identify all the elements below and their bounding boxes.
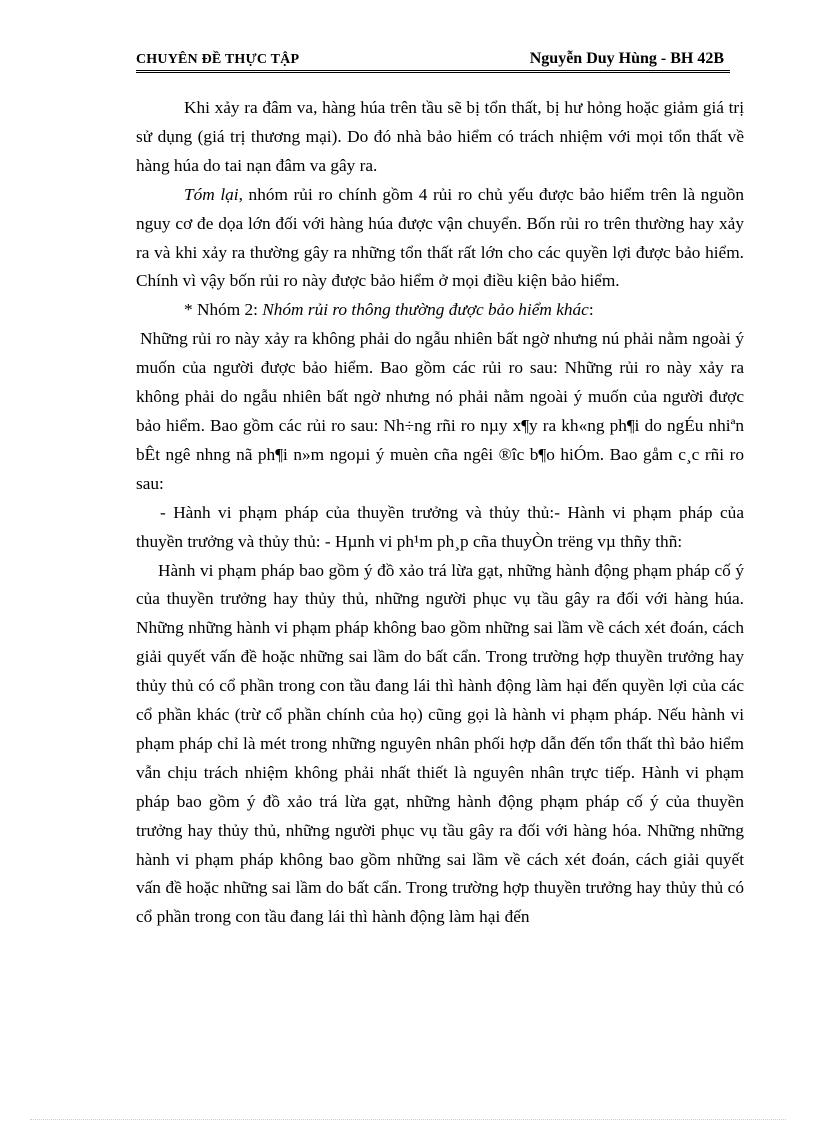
summary-text: , nhóm rủi ro chính gồm 4 rủi ro chủ yếu được bảo hiểm trên là nguồn nguy cơ đe dọa lớn đối với hàng húa được vận chuyển. Bốn rủi ro trên thường hay xảy ra và khi xảy ra thường gây ra những tổn thất rất lớn cho các quyền lợi được bảo hiểm. Chính vì vậy bốn rủi ro này được bảo hiểm ở mọi điều kiện bảo hiểm.	[136, 184, 744, 291]
header-author: Nguyễn Duy Hùng - BH 42B	[529, 50, 724, 67]
paragraph-misconduct-heading: - Hành vi phạm pháp của thuyền trưởng và thủy thủ:- Hành vi phạm pháp của thuyền trưởng và thủy thủ: - Hµnh vi ph¹m ph¸p cña thuyÒn trëng vµ thñy thñ:	[136, 502, 744, 551]
group-2-prefix: * Nhóm 2:	[184, 300, 263, 320]
header-title: CHUYÊN ĐỀ THỰC TẬP	[136, 52, 300, 67]
paragraph-summary	[136, 181, 744, 297]
paragraph-group-2-description: Những rủi ro này xảy ra không phải do ngẫu nhiên bất ngờ nhưng nú phải nằm ngoài ý muốn của người được bảo hiểm. Bao gồm các rủi ro sau: Những rủi ro này xảy ra không phải do ngẫu nhiên bất ngờ nhưng nó phải nằm ngoài ý muốn của người được bảo hiểm. Bao gồm các rủi ro sau: Nh÷ng rñi ro nµy x¶y ra kh«ng ph¶i do ngÉu nhiªn bÊt ngê nhng nã ph¶i n»m ngoµi ý muèn cña ngêi ®îc b¶o hiÓm. Bao gåm c¸c rñi ro sau:	[136, 329, 744, 493]
group-2-colon: :	[588, 300, 594, 320]
group-2-heading	[136, 296, 744, 325]
summary-lead-phrase: Tóm lại	[184, 184, 239, 204]
group-2-title: Nhóm rủi ro thông thường được bảo hiểm khác	[262, 300, 589, 320]
paragraph-misconduct-detail: Hành vi phạm pháp bao gồm ý đồ xảo trá lừa gạt, những hành động phạm pháp cố ý của thuyền trưởng hay thủy thủ, những người phục vụ tầu gây ra đối với hàng húa. Những những hành vi phạm pháp không bao gồm những sai lầm về cách xét đoán, cách giải quyết vấn đề hoặc những sai lầm do bất cẩn. Trong trường hợp thuyền trưởng hay thủy thủ có cổ phần trong con tầu đang lái thì hành động làm hại đến quyền lợi của các cổ phần khác (trừ cổ phần chính của họ) cũng gọi là hành vi phạm pháp. Nếu hành vi phạm pháp chỉ là mét trong những nguyên nhân phối hợp dẫn đến tổn thất thì bảo hiểm vẫn chịu trách nhiệm không phải nhất thiết là nguyên nhân trực tiếp. Hành vi phạm pháp bao gồm ý đồ xảo trá lừa gạt, những hành động phạm pháp cố ý của thuyền trưởng hay thủy thủ, những người phục vụ tầu gây ra đối với hàng hóa. Những những hành vi phạm pháp không bao gồm những sai lầm về cách xét đoán, cách giải quyết vấn đề hoặc những sai lầm do bất cẩn. Trong trường hợp thuyền trưởng hay thủy thủ có cổ phần trong con tầu đang lái thì hành động làm hại đến	[136, 560, 744, 927]
paragraph-collision-loss: Khi xảy ra đâm va, hàng húa trên tầu sẽ bị tổn thất, bị hư hỏng hoặc giảm giá trị sử dụng (giá trị thương mại). Do đó nhà bảo hiểm có trách nhiệm với mọi tổn thất về hàng húa do tai nạn đâm va gây ra.	[136, 98, 744, 175]
page-header	[136, 48, 730, 73]
document-body	[136, 94, 744, 932]
page-bottom-divider	[30, 1119, 786, 1120]
